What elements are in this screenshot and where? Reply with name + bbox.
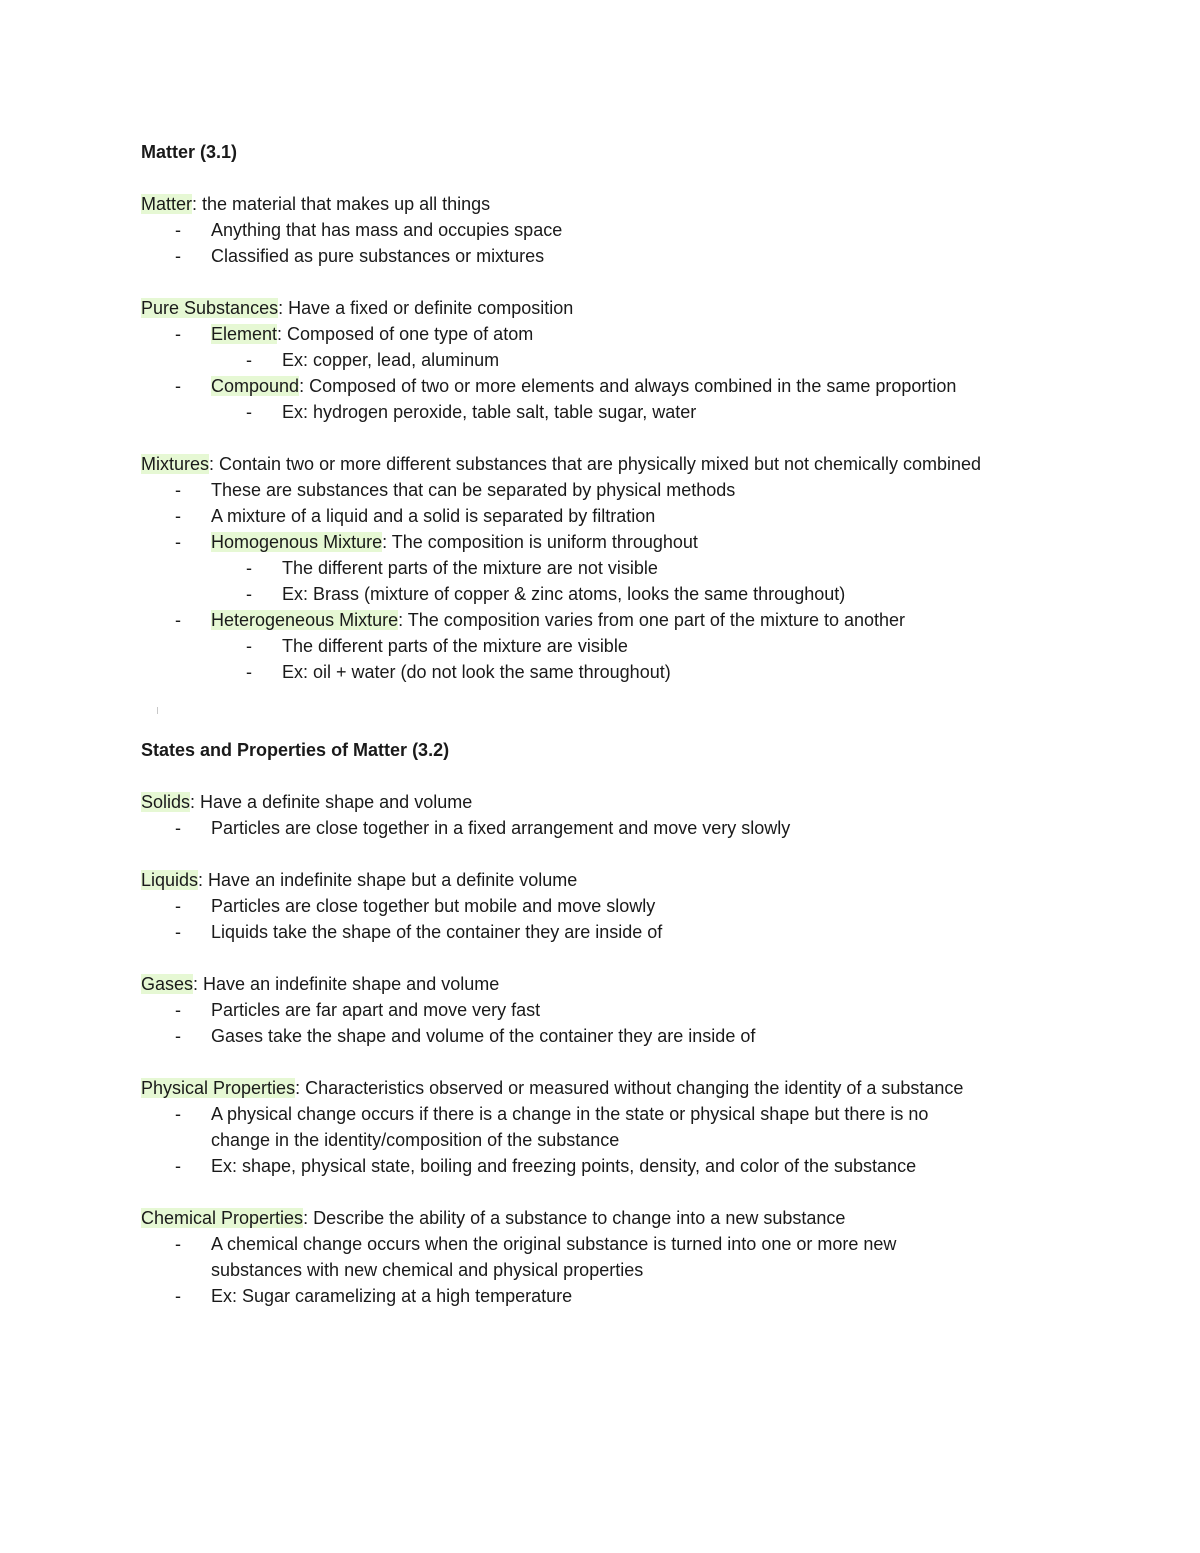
- section-heading-matter: Matter (3.1): [141, 142, 238, 162]
- bullet-item: [141, 477, 1141, 503]
- bullet-text: Ex: Sugar caramelizing at a high temperature: [211, 1286, 573, 1306]
- definition-text: : Have a definite shape and volume: [190, 792, 473, 812]
- dash-bullet: -: [246, 558, 252, 578]
- bullet-item: [141, 815, 1141, 841]
- term-mixtures: Mixtures: [141, 454, 210, 474]
- dash-bullet: -: [175, 818, 181, 838]
- dash-bullet: -: [175, 324, 181, 344]
- definition-chemical-properties: [141, 1205, 1141, 1231]
- sub-bullet-item: [141, 659, 1141, 685]
- term-solids: Solids: [141, 792, 191, 812]
- term-element: Element: [211, 324, 278, 344]
- dash-bullet: -: [175, 532, 181, 552]
- dash-bullet: -: [175, 1286, 181, 1306]
- dash-bullet: -: [175, 896, 181, 916]
- definition-text: : Have an indefinite shape and volume: [193, 974, 500, 994]
- definition-pure-substances: [141, 295, 1141, 321]
- bullet-item: [141, 1283, 1141, 1309]
- definition-text: : Describe the ability of a substance to change into a new substance: [303, 1208, 846, 1228]
- definition-text: : Contain two or more different substances that are physically mixed but not chemically combined: [209, 454, 982, 474]
- dash-bullet: -: [175, 1000, 181, 1020]
- dash-bullet: -: [175, 1026, 181, 1046]
- bullet-item: [141, 1231, 1141, 1257]
- bullet-text: Particles are close together but mobile and move slowly: [211, 896, 656, 916]
- bullet-text: Ex: shape, physical state, boiling and freezing points, density, and color of the substance: [211, 1156, 917, 1176]
- definition-text: : the material that makes up all things: [192, 194, 491, 214]
- definition-matter: [141, 191, 1141, 217]
- bullet-text: A physical change occurs if there is a change in the state or physical shape but there is no: [211, 1104, 929, 1124]
- bullet-continuation: substances with new chemical and physical properties: [211, 1260, 644, 1280]
- dash-bullet: -: [175, 246, 181, 266]
- bullet-text: : Composed of one type of atom: [277, 324, 534, 344]
- sub-bullet-item: [141, 399, 1141, 425]
- dash-bullet: -: [175, 480, 181, 500]
- sub-bullet-item: [141, 555, 1141, 581]
- bullet-text: Ex: hydrogen peroxide, table salt, table sugar, water: [282, 402, 697, 422]
- dash-bullet: -: [175, 1156, 181, 1176]
- bullet-text: The different parts of the mixture are visible: [282, 636, 628, 656]
- bullet-text: These are substances that can be separated by physical methods: [211, 480, 736, 500]
- document-page: [141, 139, 1141, 1309]
- term-liquids: Liquids: [141, 870, 199, 890]
- term-homogenous-mixture: Homogenous Mixture: [211, 532, 383, 552]
- term-gases: Gases: [141, 974, 194, 994]
- bullet-text: A chemical change occurs when the original substance is turned into one or more new: [211, 1234, 897, 1254]
- section-heading-states-properties: States and Properties of Matter (3.2): [141, 740, 450, 760]
- dash-bullet: -: [246, 350, 252, 370]
- bullet-item: [141, 997, 1141, 1023]
- bullet-text: : Composed of two or more elements and always combined in the same proportion: [299, 376, 957, 396]
- bullet-item: [141, 503, 1141, 529]
- bullet-text: Ex: oil + water (do not look the same throughout): [282, 662, 671, 682]
- bullet-item: [141, 529, 1141, 555]
- bullet-text: The different parts of the mixture are not visible: [282, 558, 658, 578]
- definition-text: : Have a fixed or definite composition: [278, 298, 574, 318]
- definition-solids: [141, 789, 1141, 815]
- bullet-item: [141, 893, 1141, 919]
- bullet-item: [141, 1023, 1141, 1049]
- term-chemical-properties: Chemical Properties: [141, 1208, 304, 1228]
- dash-bullet: -: [175, 220, 181, 240]
- bullet-text: Ex: copper, lead, aluminum: [282, 350, 500, 370]
- dash-bullet: -: [175, 610, 181, 630]
- dash-bullet: -: [246, 636, 252, 656]
- term-physical-properties: Physical Properties: [141, 1078, 296, 1098]
- sub-bullet-item: [141, 347, 1141, 373]
- definition-text: : Characteristics observed or measured without changing the identity of a substance: [295, 1078, 964, 1098]
- bullet-item: [141, 217, 1141, 243]
- definition-gases: [141, 971, 1141, 997]
- bullet-text: Particles are close together in a fixed arrangement and move very slowly: [211, 818, 791, 838]
- bullet-item: [141, 373, 1141, 399]
- bullet-item: [141, 321, 1141, 347]
- bullet-text: Gases take the shape and volume of the container they are inside of: [211, 1026, 756, 1046]
- bullet-text: Particles are far apart and move very fast: [211, 1000, 541, 1020]
- bullet-item: [141, 243, 1141, 269]
- bullet-text: Liquids take the shape of the container they are inside of: [211, 922, 663, 942]
- bullet-item: [141, 1101, 1141, 1127]
- sub-bullet-item: [141, 633, 1141, 659]
- term-matter: Matter: [141, 194, 193, 214]
- dash-bullet: -: [246, 402, 252, 422]
- term-compound: Compound: [211, 376, 300, 396]
- bullet-text: : The composition is uniform throughout: [382, 532, 698, 552]
- bullet-item: [141, 919, 1141, 945]
- bullet-item: [141, 607, 1141, 633]
- bullet-text: : The composition varies from one part of the mixture to another: [398, 610, 906, 630]
- bullet-text: Anything that has mass and occupies space: [211, 220, 563, 240]
- sub-bullet-item: [141, 581, 1141, 607]
- term-heterogeneous-mixture: Heterogeneous Mixture: [211, 610, 399, 630]
- definition-mixtures: [141, 451, 1141, 477]
- dash-bullet: -: [175, 1104, 181, 1124]
- dash-bullet: -: [246, 584, 252, 604]
- bullet-text: Ex: Brass (mixture of copper & zinc atoms, looks the same throughout): [282, 584, 846, 604]
- bullet-item: [141, 1153, 1141, 1179]
- dash-bullet: -: [175, 922, 181, 942]
- dash-bullet: -: [246, 662, 252, 682]
- dash-bullet: -: [175, 506, 181, 526]
- bullet-continuation: change in the identity/composition of the substance: [211, 1130, 620, 1150]
- definition-text: : Have an indefinite shape but a definite volume: [198, 870, 578, 890]
- dash-bullet: -: [175, 1234, 181, 1254]
- term-pure-substances: Pure Substances: [141, 298, 279, 318]
- bullet-text: A mixture of a liquid and a solid is separated by filtration: [211, 506, 656, 526]
- dash-bullet: -: [175, 376, 181, 396]
- definition-physical-properties: [141, 1075, 1141, 1101]
- bullet-text: Classified as pure substances or mixtures: [211, 246, 545, 266]
- definition-liquids: [141, 867, 1141, 893]
